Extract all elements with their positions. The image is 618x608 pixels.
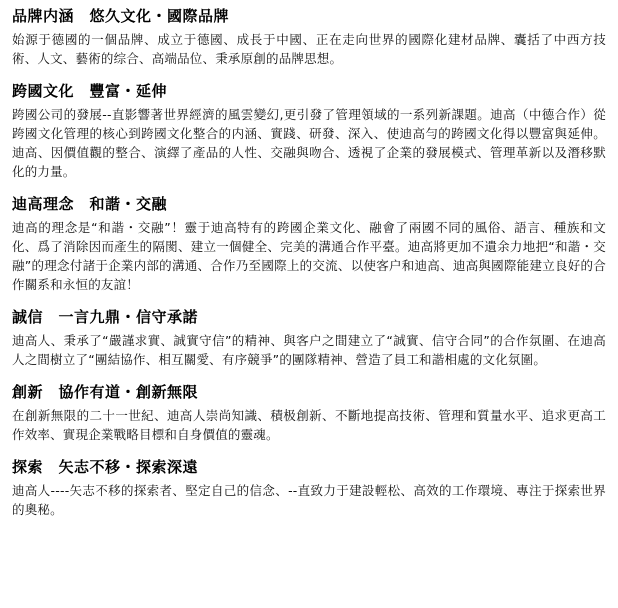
section-body: 在創新無限的二十一世紀、迪高人崇尚知識、積极創新、不斷地提高技術、管理和質量水平、追求更高工作效率、實現企業戰略目標和自身價值的靈魂。 (12, 408, 606, 442)
section-body: 迪高人----矢志不移的探索者、堅定自己的信念、--直致力于建設輕松、高效的工作環境、專注于探索世界的奧秘。 (12, 483, 606, 517)
section-brand-connotation (12, 6, 606, 68)
section-body: 始源于德國的一個品牌、成立于德國、成長于中國、正在走向世界的國際化建材品牌、囊括了中西方技術、人文、藝術的综合、高端品位、秉承原創的品牌思想。 (12, 32, 606, 66)
section-body: 迪高人、秉承了“嚴謹求實、誠實守信”的精神、與客户之間建立了“誠實、信守合同”的合作氛圍、在迪高人之間樹立了“團結協作、相互關愛、有序競爭”的團隊精神、營造了員工和諧相處的文化氛圍。 (12, 333, 606, 367)
section-title: 跨國文化 豐富・延伸 (12, 82, 168, 100)
section-cross-culture (12, 81, 606, 181)
section-exploration (12, 457, 606, 519)
section-title: 品牌内涵 悠久文化・國際品牌 (12, 7, 230, 25)
section-body: 跨國公司的發展--直影響著世界經濟的風雲變幻,更引發了管理領域的一系列新課題。迪高（中德合作）從跨國文化管理的核心到跨國文化整合的内涵、實踐、研發、深入、使迪高勻的跨國文化得以豐富與延伸。迪高、因價值觀的整合、演繹了產品的人性、交融與吻合、透視了企業的發展模式、管理革新以及潛移默化的力量。 (12, 107, 606, 179)
section-title: 迪高理念 和諧・交融 (12, 195, 168, 213)
section-innovation (12, 382, 606, 444)
section-integrity (12, 307, 606, 369)
section-title: 創新 協作有道・創新無限 (12, 383, 199, 401)
section-title: 誠信 一言九鼎・信守承諾 (12, 308, 199, 326)
section-body: 迪高的理念是“和諧・交融”！靈于迪高特有的跨國企業文化、融會了兩國不同的風俗、語言、種族和文化、爲了消除因而產生的隔閡、建立一個健全、完美的溝通合作平臺。迪高將更加不遺余力地把“和諧・交融”的理念付諸于企業内部的溝通、合作乃至國際上的交流、以使客户和迪高、迪高與國際能建立良好的合作關系和永恒的友誼！ (12, 220, 606, 292)
section-title: 探索 矢志不移・探索深遠 (12, 458, 199, 476)
section-digao-philosophy (12, 194, 606, 294)
